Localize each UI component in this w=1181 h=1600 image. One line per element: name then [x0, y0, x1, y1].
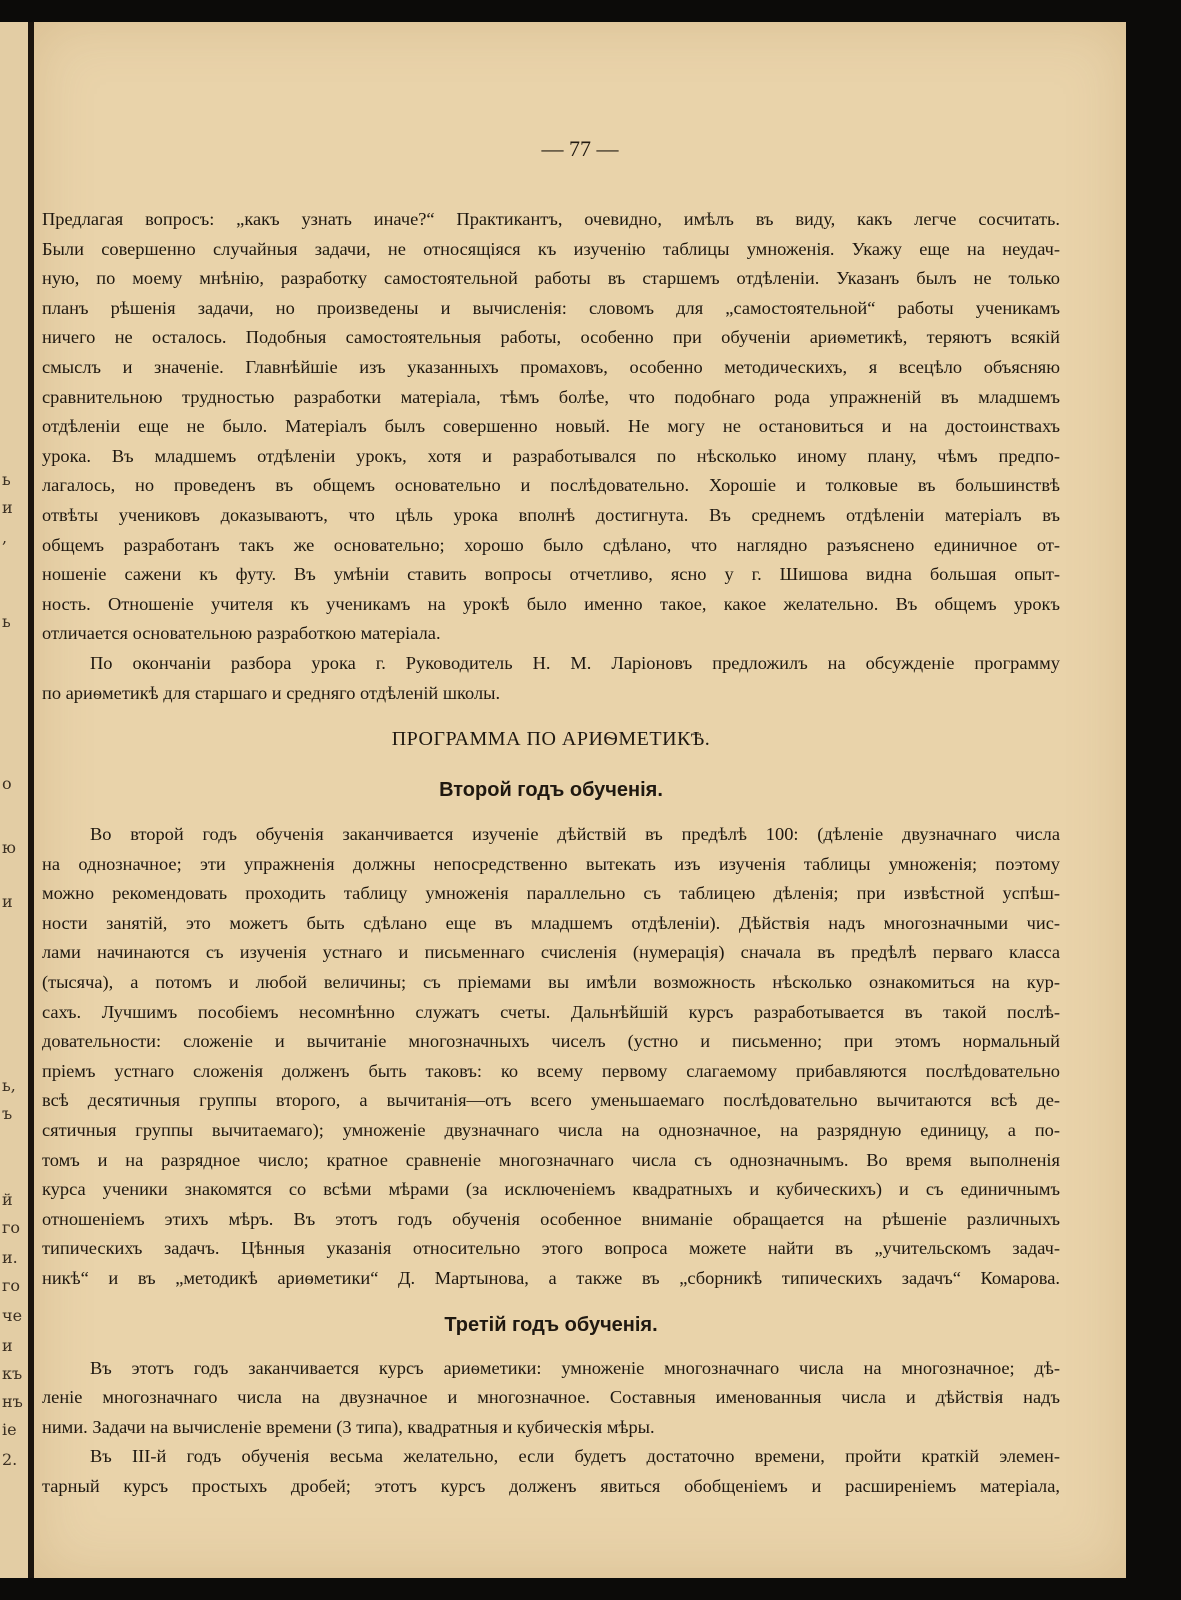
text-line: Въ III-й годъ обученія весьма желательно, если будетъ достаточно времени, пройти краткій элемен-: [90, 1446, 1060, 1467]
text-line: ничего не осталось. Подобныя самостоятельныя работы, особенно при обученіи ариѳметикѣ, теряютъ всякій: [42, 327, 1060, 348]
text-line: по ариѳметикѣ для старшаго и средняго отдѣленій школы.: [42, 682, 501, 703]
text-line: Были совершенно случайныя задачи, не относящіяся къ изученію таблицы умноженія. Укажу еще на неудач-: [42, 238, 1060, 259]
text-line: ношеніе сажени къ футу. Въ умѣніи ставить вопросы отчетливо, ясно у г. Шишова видна большая опыт-: [42, 564, 1060, 585]
prev-page-fragment: нъ: [2, 1392, 23, 1411]
text-line: ность. Отношеніе учителя къ ученикамъ на урокѣ было именно такое, какое желательно. Въ общемъ урокъ: [42, 593, 1060, 614]
text-line: Предлагая вопросъ: „какъ узнать иначе?“ Практикантъ, очевидно, имѣлъ въ виду, какъ легче сосчитать.: [42, 209, 1060, 229]
text-line: на однозначное; эти упражненія должны непосредственно вытекать изъ изученія таблицы умноженія; поэтому: [42, 853, 1060, 874]
text-line: лами начинаются съ изученія устнаго и письменнаго счисленія (нумерація) сначала въ предѣлѣ перваго класса: [42, 942, 1060, 963]
text-line: ную, по моему мнѣнію, разработку самостоятельной работы въ старшемъ отдѣленіи. Указанъ былъ не только: [42, 268, 1060, 289]
prev-page-fragment: го: [2, 1276, 21, 1295]
paragraph: [42, 1442, 1060, 1501]
text-line: отвѣты учениковъ доказываютъ, что цѣль урока вполнѣ достигнута. Въ среднемъ отдѣленіи матеріалъ въ: [42, 504, 1060, 525]
paragraph: [42, 205, 1060, 649]
text-line: По окончаніи разбора урока г. Руководитель Н. М. Ларіоновъ предложилъ на обсужденіе программу: [90, 652, 1060, 673]
text-line: никѣ“ и въ „методикѣ ариѳметики“ Д. Мартынова, а также въ „сборникѣ типическихъ задачъ“ Комарова.: [42, 1268, 1060, 1288]
prev-page-fragment: го: [2, 1218, 21, 1237]
text-line: (тысяча), а потомъ и любой величины; съ пріемами вы имѣли возможность нѣсколько ознакомиться на кур-: [42, 972, 1060, 993]
text-line: Въ этотъ годъ заканчивается курсъ ариѳметики: умноженіе многозначнаго числа на многозначное; дѣ-: [90, 1357, 1060, 1378]
text-line: планъ рѣшенія задачи, но произведены и вычисленія: словомъ для „самостоятельной“ работы ученикамъ: [42, 297, 1060, 318]
text-line: тарный курсъ простыхъ дробей; этотъ курсъ долженъ явиться обобщеніемъ и расширеніемъ матеріала,: [42, 1475, 1060, 1496]
prev-page-fragment: ь: [2, 470, 11, 489]
subsection-title: Третій годъ обученія.: [444, 1313, 658, 1336]
previous-page-edge: [0, 22, 28, 1578]
text-line: можно рекомендовать проходить таблицу умноженія параллельно съ таблицею дѣленія; при извѣстной успѣш-: [42, 883, 1060, 904]
text-line: лагалось, но проведенъ въ общемъ основательно и послѣдовательно. Хорошіе и толковые въ большинствѣ: [42, 475, 1060, 496]
prev-page-fragment: й: [2, 1190, 13, 1209]
text-line: сахъ. Лучшимъ пособіемъ несомнѣнно служатъ счеты. Дальнѣйшій курсъ разработывается въ такой послѣ-: [42, 1001, 1060, 1022]
text-line: урока. Въ младшемъ отдѣленіи урокъ, хотя и разработывался по нѣсколько иному плану, чѣмъ предпо-: [42, 445, 1060, 466]
page-number: — 77 —: [541, 136, 619, 161]
text-line: типическихъ задачъ. Цѣнныя указанія относительно этого вопроса можете найти въ „учительскомъ задач-: [42, 1238, 1060, 1259]
text-line: отличается основательною разработкою матеріала.: [42, 623, 441, 644]
text-line: сятичныя группы вычитаемаго); умноженіе двузначнаго числа на однозначное, на разрядную единицу, а по-: [42, 1120, 1060, 1141]
prev-page-fragment: ю: [2, 838, 16, 857]
text-line: курса ученики знакомятся со всѣми мѣрами (за исключеніемъ квадратныхъ и кубическихъ) и съ единичнымъ: [42, 1179, 1060, 1200]
prev-page-fragment: ь: [2, 612, 11, 631]
text-line: ними. Задачи на вычисленіе времени (3 типа), квадратныя и кубическія мѣры.: [42, 1416, 655, 1437]
prev-page-fragment: и: [2, 498, 13, 517]
paragraph: [42, 1354, 1060, 1443]
text-line: леніе многозначнаго числа на двузначное и многозначное. Составныя именованныя числа и дѣйствія надъ: [42, 1387, 1060, 1408]
document-page: [34, 22, 1126, 1578]
text-line: пріемъ устнаго сложенія долженъ быть таковъ: ко всему первому слагаемому прибавляются послѣдовательно: [42, 1060, 1060, 1081]
text-line: отдѣленіи еще не было. Матеріалъ былъ совершенно новый. Не могу не остановиться и на достоинствахъ: [42, 416, 1060, 437]
text-line: сравнительною трудностью разработки матеріала, тѣмъ болѣе, что подобнаго рода упражненій въ младшемъ: [42, 386, 1060, 407]
paragraph: [42, 820, 1060, 1294]
page-content: [42, 205, 1060, 1502]
text-line: смыслъ и значеніе. Главнѣйшіе изъ указанныхъ промаховъ, особенно методическихъ, я всецѣло объясняю: [42, 356, 1060, 377]
prev-page-fragment: ь,: [2, 1076, 16, 1095]
text-line: томъ и на разрядное число; кратное сравненіе многозначнаго числа съ однозначнымъ. Во время выполненія: [42, 1149, 1060, 1170]
prev-page-fragment: ъ: [2, 1104, 13, 1123]
prev-page-fragment: іе: [2, 1420, 17, 1439]
text-line: довательности: сложеніе и вычитаніе многозначныхъ чиселъ (устно и письменно; при этомъ нормальный: [42, 1031, 1060, 1052]
subsection-title: Второй годъ обученія.: [439, 779, 663, 802]
prev-page-fragment: и.: [2, 1248, 18, 1267]
prev-page-fragment: и: [2, 1336, 13, 1355]
prev-page-fragment: ,: [2, 528, 8, 547]
paragraph: [42, 649, 1060, 708]
text-line: всѣ десятичныя группы второго, а вычитанія—отъ всего уменьшаемаго послѣдовательно вычитаются всѣ де-: [42, 1090, 1060, 1111]
prev-page-fragment: и: [2, 892, 13, 911]
text-line: отношеніемъ этихъ мѣръ. Въ этотъ годъ обученія особенное вниманіе обращается на рѣшеніе различныхъ: [42, 1208, 1060, 1229]
section-title: ПРОГРАММА ПО АРИѲМЕТИКѢ.: [391, 728, 711, 751]
prev-page-fragment: къ: [2, 1364, 23, 1383]
prev-page-fragment: о: [2, 774, 12, 793]
text-line: ности занятій, это можетъ быть сдѣлано еще въ младшемъ отдѣленіи). Дѣйствія надъ многозначными чис-: [42, 912, 1060, 933]
text-line: Во второй годъ обученія заканчивается изученіе дѣйствій въ предѣлѣ 100: (дѣленіе двузначнаго числа: [90, 824, 1060, 845]
prev-page-fragment: 2.: [2, 1450, 18, 1469]
text-line: общемъ разработанъ такъ же основательно; хорошо было сдѣлано, что наглядно разъяснено единичное от-: [42, 534, 1060, 555]
prev-page-fragment: че: [2, 1306, 23, 1325]
